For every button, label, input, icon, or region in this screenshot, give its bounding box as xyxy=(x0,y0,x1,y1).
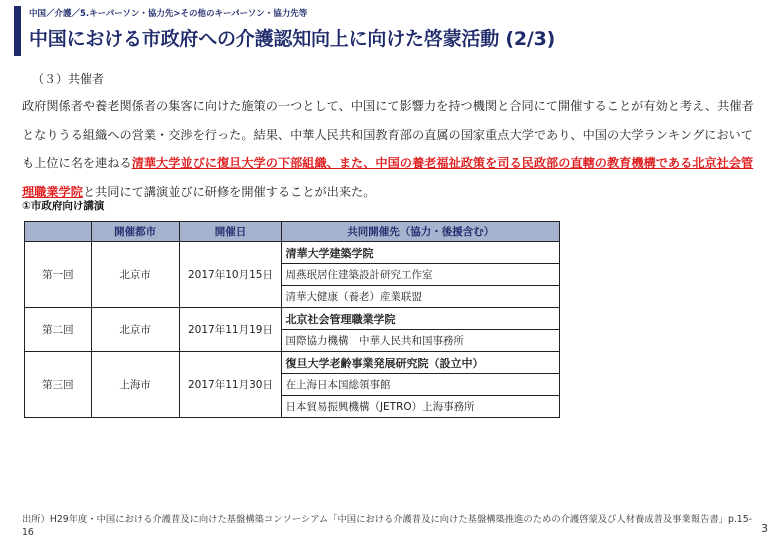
page-number: 3 xyxy=(761,522,768,535)
city-cell: 北京市 xyxy=(91,242,179,308)
paragraph-text: 政府関係者や養老関係者の集客に向けた施策の一つとして、中国にて影響力を持つ機関と合同にて開催することが有効と考え、共催者となりうる組織への営業・交渉を行った。結果、中華人民共和国教育部の直属の国家重点大学であり、中国の大学ランキングにおいても上位に名を連ねる xyxy=(22,99,754,170)
org-cell: 在上海日本国総領事館 xyxy=(282,374,560,396)
date-cell: 2017年11月30日 xyxy=(179,352,282,418)
header-cell-orgs: 共同開催先（協力・後援含む） xyxy=(282,222,560,242)
source-note: 出所）H29年度・中国における介護普及に向けた基盤構築コンソーシアム「中国における介護普及に向けた基盤構築推進のための介護啓蒙及び人材養成普及事業報告書」p.15-16 xyxy=(22,514,752,538)
header-accent-bar xyxy=(14,6,21,56)
breadcrumb: 中国／介護／5.キーパーソン・協力先>その他のキーパーソン・協力先等 xyxy=(29,9,308,19)
body-paragraph xyxy=(22,92,758,206)
table-subheading: ①市政府向け講演 xyxy=(22,200,105,212)
paragraph-emphasis: 清華大学並びに復旦大学の下部組織、また、中国の養老福祉政策を司る民政部の直轄の教育機構である北京社会管理職業学院 xyxy=(22,156,754,199)
lecture-table xyxy=(24,221,560,418)
table-row xyxy=(25,352,560,374)
org-cell: 北京社会管理職業学院 xyxy=(282,308,560,330)
paragraph-text-end: と共同にて講演並びに研修を開催することが出来た。 xyxy=(82,184,376,199)
header-cell-city: 開催都市 xyxy=(91,222,179,242)
city-cell: 北京市 xyxy=(91,308,179,352)
header-cell-round xyxy=(25,222,92,242)
table-row xyxy=(25,242,560,264)
header-cell-date: 開催日 xyxy=(179,222,282,242)
city-cell: 上海市 xyxy=(91,352,179,418)
org-cell: 国際協力機構 中華人民共和国事務所 xyxy=(282,330,560,352)
org-cell: 清華大学建築学院 xyxy=(282,242,560,264)
table-header-row xyxy=(25,222,560,242)
round-cell: 第二回 xyxy=(25,308,92,352)
org-cell: 日本貿易振興機構（JETRO）上海事務所 xyxy=(282,396,560,418)
table-row xyxy=(25,308,560,330)
org-cell: 周燕珉居住建築設計研究工作室 xyxy=(282,264,560,286)
date-cell: 2017年11月19日 xyxy=(179,308,282,352)
org-cell: 清華大健康（養老）産業联盟 xyxy=(282,286,560,308)
round-cell: 第一回 xyxy=(25,242,92,308)
date-cell: 2017年10月15日 xyxy=(179,242,282,308)
section-heading: （３）共催者 xyxy=(32,72,105,86)
org-cell: 復旦大学老齢事業発展研究院（設立中） xyxy=(282,352,560,374)
round-cell: 第三回 xyxy=(25,352,92,418)
page-title: 中国における市政府への介護認知向上に向けた啓蒙活動 (2/3) xyxy=(29,28,556,50)
